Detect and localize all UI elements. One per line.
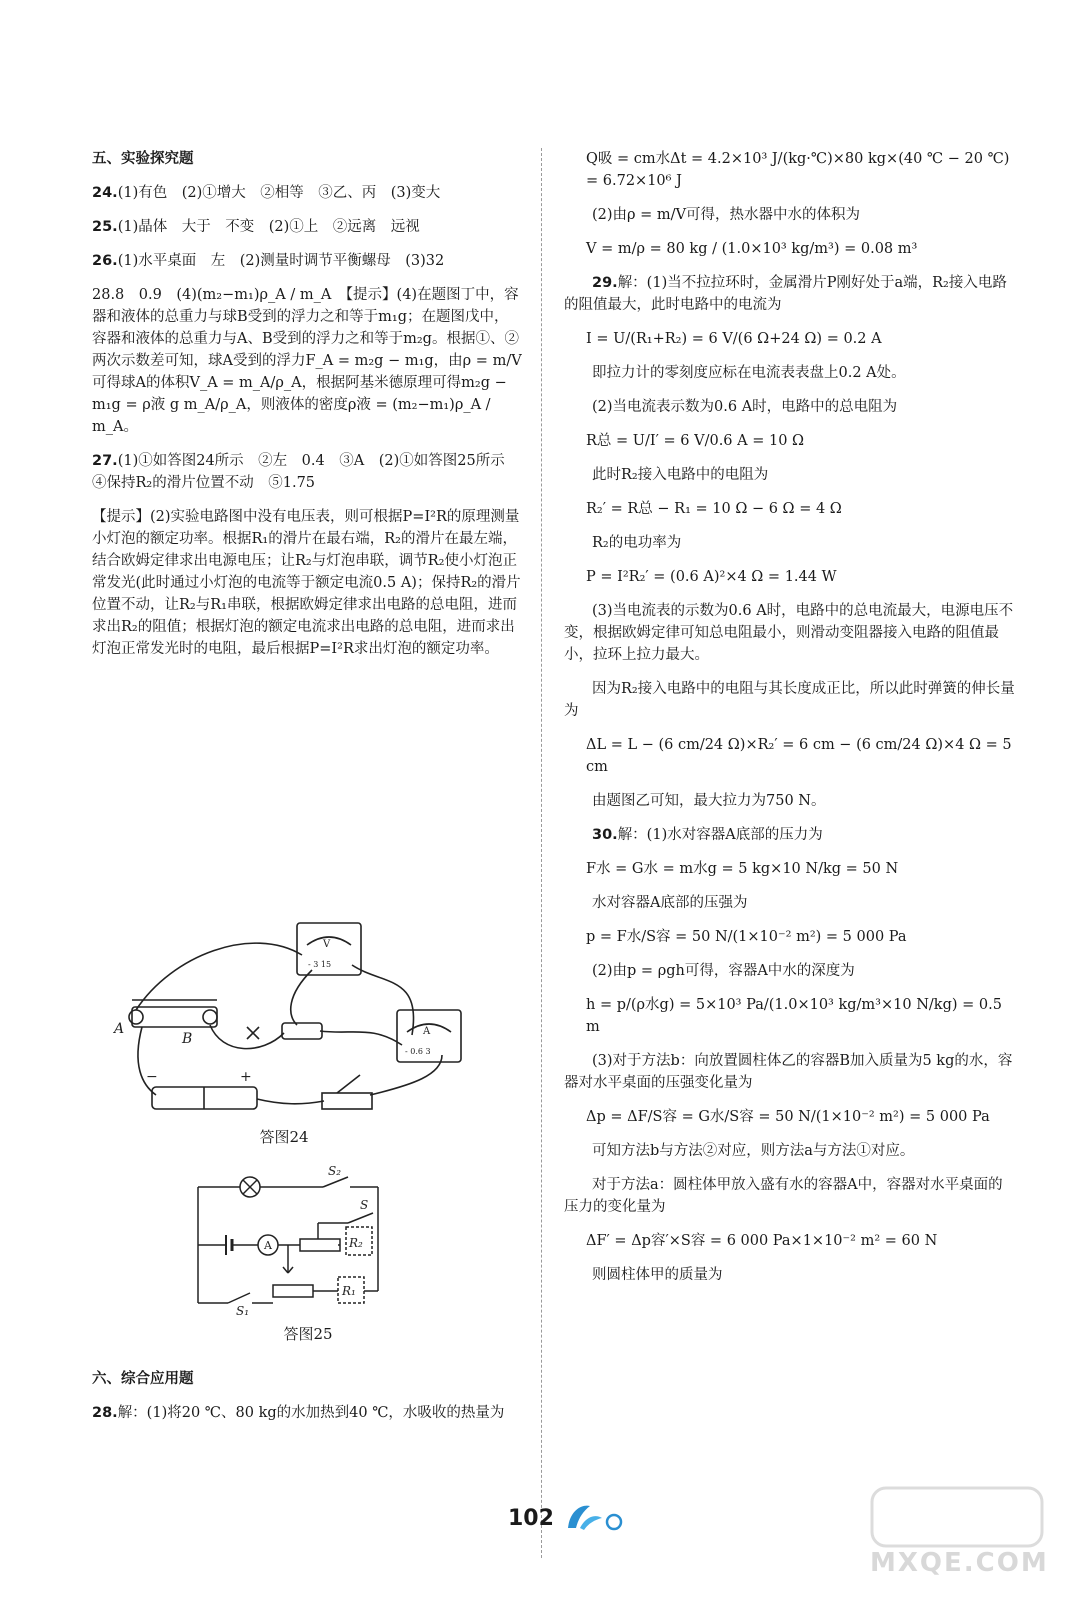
text-spring-intro: 因为R₂接入电路中的电阻与其长度成正比，所以此时弹簧的伸长量为: [564, 681, 1015, 719]
text-method-a: 对于方法a：圆柱体甲放入盛有水的容器A中，容器对水平桌面的压力的变化量为: [564, 1177, 1003, 1215]
switch-s: [348, 1213, 373, 1223]
formula-current: I = U/(R₁+R₂) = 6 V/(6 Ω+24 Ω) = 0.2 A: [586, 331, 882, 347]
rheostat-end-a: [129, 1010, 143, 1024]
figure-25-schematic: [188, 1165, 388, 1315]
answer-28: 28.解：(1)将20 ℃、80 kg的水加热到40 ℃，水吸收的热量为: [92, 1405, 505, 1421]
formula-power: P = I²R₂′ = (0.6 A)²×4 Ω = 1.44 W: [586, 569, 837, 585]
svg-text:S₂: S₂: [328, 1165, 342, 1178]
text-pressure-intro: 水对容器A底部的压强为: [592, 895, 748, 911]
text-depth-intro: (2)由p = ρgh可得，容器A中水的深度为: [592, 963, 855, 979]
answer-29: 29.解：(1)当不拉拉环时，金属滑片P刚好处于a端，R₂接入电路的阻值最大，此时电路中的电流为: [564, 275, 1007, 313]
svg-text:S₁: S₁: [236, 1304, 250, 1315]
text-power-intro: R₂的电功率为: [592, 535, 682, 551]
leaf-ornament-icon: [560, 1500, 630, 1534]
text-mass-intro: 则圆柱体甲的质量为: [592, 1267, 723, 1283]
answer-24: 24.(1)有色 (2)①增大 ②相等 ③乙、丙 (3)变大: [92, 185, 441, 201]
answer-27: 27.(1)①如答图24所示 ②左 0.4 ③A (2)①如答图25所示 ④保持R₂的滑片位置不动 ⑤1.75: [92, 453, 520, 491]
lamp-holder: [282, 1023, 322, 1039]
formula-delta-p: Δp = ΔF/S容 = G水/S容 = 50 N/(1×10⁻² m²) = 5 000 Pa: [586, 1109, 990, 1125]
formula-delta-f: ΔF′ = Δp容′×S容 = 6 000 Pa×1×10⁻² m² = 60 N: [586, 1233, 938, 1249]
text-max-current: (3)当电流表的示数为0.6 A时，电路中的总电流最大，电源电压不变，根据欧姆定律可知总电阻最小，则滑动变阻器接入电路的阻值最小，拉环上拉力最大。: [564, 603, 1014, 663]
svg-text:+: +: [240, 1069, 252, 1085]
rheostat-body: [132, 1007, 217, 1027]
switch-s1: [228, 1293, 250, 1303]
formula-spring: ΔL = L − (6 cm/24 Ω)×R₂′ = 6 cm − (6 cm/24 Ω)×4 Ω = 5 cm: [586, 737, 1012, 775]
answer-27-hint: 【提示】(2)实验电路图中没有电压表，则可根据P=I²R的原理测量小灯泡的额定功率。根据R₁的滑片在最右端，R₂的滑片在最左端，结合欧姆定律求出电源电压；让R₂与灯泡串联，调节R₂使小灯泡正常发光(此时通过小灯泡的电流等于额定电流0.5 A)；保持R₂的滑片位置不动，让R₂与R₁串联，根据欧姆定律求出电路的总电阻，进而求出R₂的阻值；根据灯泡的额定电流求出电路的总电阻，进而求出灯泡正常发光时的电阻，最后根据P=I²R求出灯泡的额定功率。: [92, 509, 521, 657]
rheostat-r2: [300, 1239, 340, 1251]
svg-text:R₂: R₂: [349, 1236, 363, 1250]
figure-24-caption: 答图24: [259, 1128, 309, 1146]
switch-s2: [323, 1177, 348, 1187]
figure-24-circuit: [112, 915, 472, 1125]
figure-25-caption: 答图25: [283, 1325, 333, 1343]
section5-heading: 五、实验探究题: [92, 151, 194, 167]
formula-depth: h = p/(ρ水g) = 5×10³ Pa/(1.0×10³ kg/m³×10 N/kg) = 0.5 m: [586, 997, 1002, 1035]
formula-volume: V = m/ρ = 80 kg / (1.0×10³ kg/m³) = 0.08 m³: [586, 241, 918, 257]
rheostat-r1: [273, 1285, 313, 1297]
page-number: 102: [508, 1506, 554, 1531]
svg-text:A: A: [114, 1021, 125, 1037]
section6-heading: 六、综合应用题: [92, 1371, 194, 1387]
watermark-text: MXQE.COM: [870, 1548, 1049, 1578]
text-r2-intro: 此时R₂接入电路中的电阻为: [592, 467, 769, 483]
text-max-force: 由题图乙可知，最大拉力为750 N。: [592, 793, 826, 809]
formula-pressure: p = F水/S容 = 50 N/(1×10⁻² m²) = 5 000 Pa: [586, 929, 907, 945]
formula-r2: R₂′ = R总 − R₁ = 10 Ω − 6 Ω = 4 Ω: [586, 501, 842, 517]
left-column-bottom: [92, 1368, 522, 1436]
svg-text:B: B: [182, 1031, 193, 1047]
svg-text:- 0.6 3: - 0.6 3: [405, 1047, 431, 1056]
svg-text:−: −: [146, 1069, 158, 1085]
switch-base: [322, 1093, 372, 1109]
svg-text:S: S: [360, 1198, 369, 1212]
svg-text:A: A: [264, 1239, 272, 1252]
left-column: [92, 148, 522, 672]
formula-total-resistance: R总 = U/I′ = 6 V/0.6 A = 10 Ω: [586, 433, 805, 449]
svg-text:R₁: R₁: [342, 1284, 356, 1298]
text-zero-mark: 即拉力计的零刻度应标在电流表表盘上0.2 A处。: [592, 365, 906, 381]
formula-force: F水 = G水 = m水g = 5 kg×10 N/kg = 50 N: [586, 861, 899, 877]
column-divider: [541, 148, 542, 1558]
svg-text:V: V: [323, 939, 331, 950]
right-column: [564, 148, 1016, 1298]
formula-heat: Q吸 = cm水Δt = 4.2×10³ J/(kg·℃)×80 kg×(40 ℃ − 20 ℃) = 6.72×10⁶ J: [586, 151, 1010, 189]
switch-lever: [337, 1075, 360, 1093]
text-method-match: 可知方法b与方法②对应，则方法a与方法①对应。: [592, 1143, 915, 1159]
answer-26-hint: 28.8 0.9 (4)(m₂−m₁)ρ_A / m_A 【提示】(4)在题图丁中，容器和液体的总重力与球B受到的浮力之和等于m₁g；在题图戊中，容器和液体的总重力与A、B受到的浮力之和等于m₂g。根据①、②两次示数差可知，球A受到的浮力F_A = m₂g − m₁g，由ρ = m/V可得球A的体积V_A = m_A/ρ_A，根据阿基米德原理可得m₂g − m₁g = ρ液 g m_A/ρ_A，则液体的密度ρ液 = (m₂−m₁)ρ_A / m_A。: [92, 287, 522, 435]
svg-text:A: A: [423, 1026, 431, 1037]
answer-30: 30.解：(1)水对容器A底部的压力为: [592, 827, 823, 843]
rheostat-end-b: [203, 1010, 217, 1024]
answer-25: 25.(1)晶体 大于 不变 (2)①上 ②远离 远视: [92, 219, 420, 235]
text-method-b: (3)对于方法b：向放置圆柱体乙的容器B加入质量为5 kg的水，容器对水平桌面的压强变化量为: [564, 1053, 1013, 1091]
text-volume-intro: (2)由ρ = m/V可得，热水器中水的体积为: [592, 207, 861, 223]
text-total-resistance-intro: (2)当电流表示数为0.6 A时，电路中的总电阻为: [592, 399, 898, 415]
svg-text:- 3 15: - 3 15: [308, 960, 332, 969]
answer-26: 26.(1)水平桌面 左 (2)测量时调节平衡螺母 (3)32: [92, 253, 445, 269]
